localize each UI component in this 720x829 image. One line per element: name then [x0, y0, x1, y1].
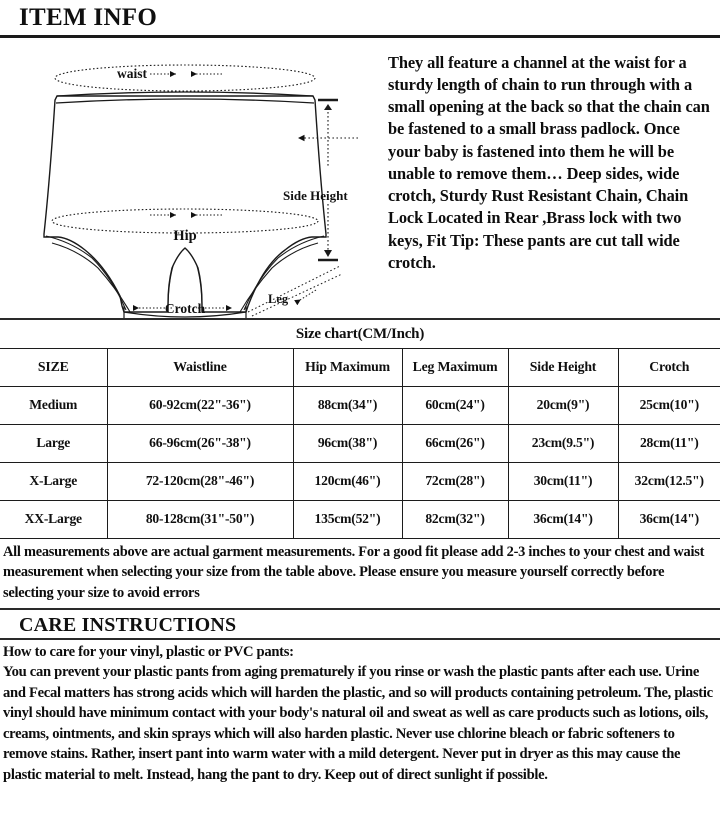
- column-header-hip-maximum: Hip Maximum: [293, 348, 402, 386]
- cell-crotch: 28cm(11"): [618, 424, 720, 462]
- cell-hip-maximum: 135cm(52"): [293, 500, 402, 538]
- leg-label: Leg: [268, 291, 289, 306]
- measurement-note: All measurements above are actual garment measurements. For a good fit please add 2-3 inches to your chest and waist measurement when selecting your size from the table above. Please ensure you measure yourself correctly before selecting your size to avoid errors: [3, 543, 705, 601]
- cell-side-height: 36cm(14"): [508, 500, 618, 538]
- table-row: [0, 386, 720, 424]
- description-text: They all feature a channel at the waist for a sturdy length of chain to run through with a small opening at the back so that the chain can be fastened to a small brass padlock. Once your baby is fastened into them he will be unable to remove them… Deep sides, wide crotch, Sturdy Rust Resistant Chain, Chain Lock Located in Rear ,Brass lock with two keys, Fit Tip: These pants are cut tall wide crotch.: [388, 52, 710, 272]
- cell-size: Large: [0, 424, 107, 462]
- size-chart-title: Size chart(CM/Inch): [295, 325, 425, 342]
- crotch-label: Crotch: [164, 300, 206, 316]
- description-block: [382, 38, 720, 274]
- care-instructions-body: [0, 640, 720, 786]
- cell-side-height: 20cm(9"): [508, 386, 618, 424]
- care-instructions-title: CARE INSTRUCTIONS: [19, 613, 237, 636]
- cell-waistline: 60-92cm(22"-36"): [107, 386, 293, 424]
- cell-size: XX-Large: [0, 500, 107, 538]
- waist-label: waist: [117, 65, 147, 81]
- cell-crotch: 32cm(12.5"): [618, 462, 720, 500]
- cell-crotch: 25cm(10"): [618, 386, 720, 424]
- cell-crotch: 36cm(14"): [618, 500, 720, 538]
- column-header-leg-maximum: Leg Maximum: [402, 348, 508, 386]
- cell-leg-maximum: 72cm(28"): [402, 462, 508, 500]
- cell-waistline: 72-120cm(28"-46"): [107, 462, 293, 500]
- cell-leg-maximum: 82cm(32"): [402, 500, 508, 538]
- table-row: [0, 500, 720, 538]
- table-header-row: [0, 348, 720, 386]
- care-body-text: You can prevent your plastic pants from aging prematurely if you rinse or wash the plastic pants after each use. Urine and Fecal matters has strong acids which will harden the plastic, and so will products containing petroleum. The, plastic vinyl should have minimum contact with your body's natural oil and sweat as well as care products such as lotions, oils, creams, ointments, and skin sprays which will also harden plastic. Never use chlorine bleach or fabric softeners to remove stains. Rather, insert pant into warm water with a mild detergent. Never put in dryer as this may cause the plastic material to melt. Instead, hang the pant to dry. Keep out of direct sunlight if possible.: [3, 664, 713, 783]
- table-row: [0, 424, 720, 462]
- cell-waistline: 80-128cm(31"-50"): [107, 500, 293, 538]
- hip-label: Hip: [173, 227, 197, 244]
- column-header-crotch: Crotch: [618, 348, 720, 386]
- cell-size: X-Large: [0, 462, 107, 500]
- care-intro-line: How to care for your vinyl, plastic or PVC pants:: [3, 643, 294, 660]
- cell-leg-maximum: 66cm(26"): [402, 424, 508, 462]
- cell-hip-maximum: 96cm(38"): [293, 424, 402, 462]
- table-row: [0, 462, 720, 500]
- cell-size: Medium: [0, 386, 107, 424]
- cell-hip-maximum: 120cm(46"): [293, 462, 402, 500]
- cell-hip-maximum: 88cm(34"): [293, 386, 402, 424]
- garment-outline: [44, 96, 326, 312]
- column-header-side-height: Side Height: [508, 348, 618, 386]
- garment-diagram-svg: [0, 38, 382, 318]
- cell-side-height: 23cm(9.5"): [508, 424, 618, 462]
- waist-measure-ellipse: [55, 65, 315, 91]
- column-header-size: SIZE: [0, 348, 107, 386]
- side-height-label: Side Height: [283, 187, 348, 203]
- cell-side-height: 30cm(11"): [508, 462, 618, 500]
- top-section: [0, 38, 720, 318]
- cell-leg-maximum: 60cm(24"): [402, 386, 508, 424]
- page-title: ITEM INFO: [19, 4, 158, 31]
- garment-diagram: [0, 38, 382, 318]
- size-chart-table: [0, 348, 720, 539]
- column-header-waistline: Waistline: [107, 348, 293, 386]
- cell-waistline: 66-96cm(26"-38"): [107, 424, 293, 462]
